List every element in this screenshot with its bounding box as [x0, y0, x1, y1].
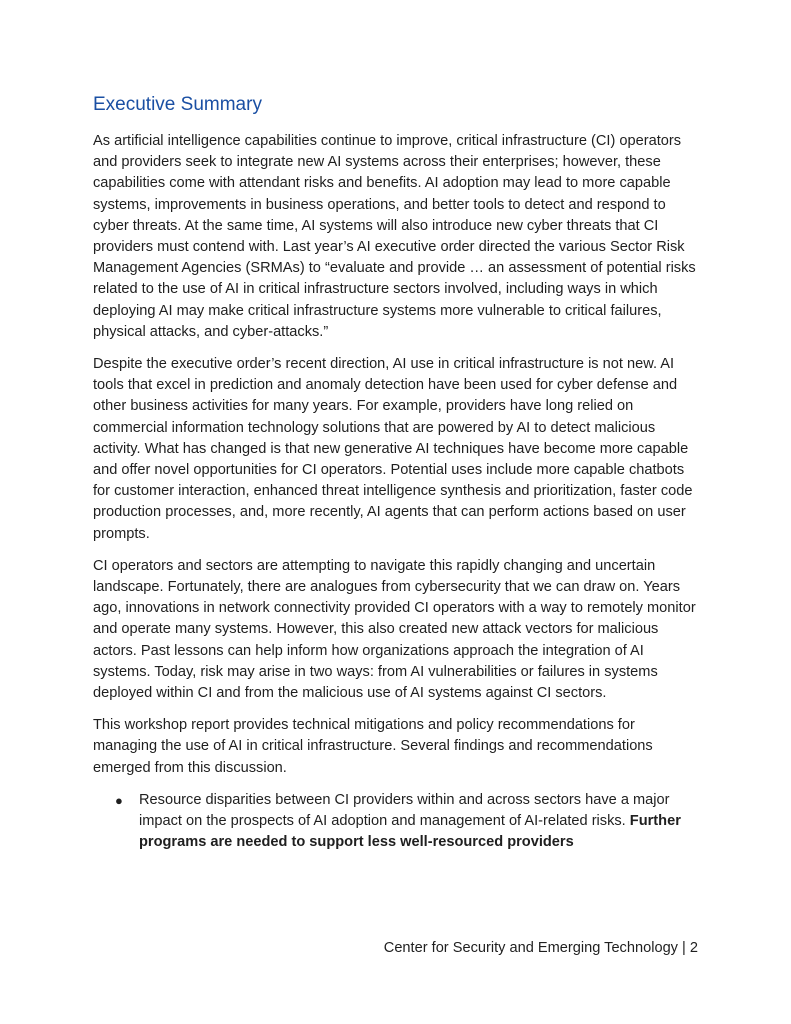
bullet-text: Resource disparities between CI providers within and across sectors have a major impact on the prospects of AI adoption and management of AI-related risks. — [139, 791, 670, 830]
list-item — [115, 790, 699, 854]
findings-list — [93, 790, 699, 854]
body-text — [93, 131, 699, 854]
section-heading: Executive Summary — [93, 94, 262, 115]
paragraph-3: CI operators and sectors are attempting to navigate this rapidly changing and uncertain landscape. Fortunately, there are analogues from cybersecurity that we can draw on. Years ago, innovations in network connectivity provided CI operators with a way to remotely monitor and operate many systems. However, this also created new attack vectors for malicious actors. Past lessons can help inform how organizations approach the integration of AI systems. Today, risk may arise in two ways: from AI vulnerabilities or failures in systems deployed within CI and from the malicious use of AI systems against CI sectors. — [93, 557, 696, 702]
paragraph-2: Despite the executive order’s recent direction, AI use in critical infrastructure is not new. AI tools that excel in prediction and anomaly detection have been used for cyber defense and other business activities for many years. For example, providers have long relied on commercial information technology solutions that are powered by AI to detect malicious activity. What has changed is that new generative AI techniques have become more capable and offer novel opportunities for CI operators. Potential uses include more capable chatbots for customer interaction, enhanced threat intelligence synthesis and prioritization, faster code production processes, and, more recently, AI agents that can perform actions based on user prompts. — [93, 356, 693, 542]
bullet-bold-text: Further programs are needed to support less well-resourced providers — [139, 813, 681, 851]
bullet-icon: ● — [115, 792, 123, 808]
page-footer: Center for Security and Emerging Technology | 2 — [383, 940, 698, 956]
paragraph-4: This workshop report provides technical mitigations and policy recommendations for managing the use of AI in critical infrastructure. Several findings and recommendations emerged from this discussion. — [93, 717, 653, 776]
paragraph-1: As artificial intelligence capabilities continue to improve, critical infrastructure (CI) operators and providers seek to integrate new AI systems across their enterprises; however, these capabilities come with attendant risks and benefits. AI adoption may lead to more capable systems, improvements in business operations, and better tools to detect and respond to cyber threats. At the same time, AI systems will also introduce new cyber threats that CI providers must contend with. Last year’s AI executive order directed the various Sector Risk Management Agencies (SRMAs) to “evaluate and provide … an assessment of potential risks related to the use of AI in critical infrastructure sectors involved, including ways in which deploying AI may make critical infrastructure systems more vulnerable to critical failures, physical attacks, and cyber-attacks.” — [93, 133, 696, 340]
